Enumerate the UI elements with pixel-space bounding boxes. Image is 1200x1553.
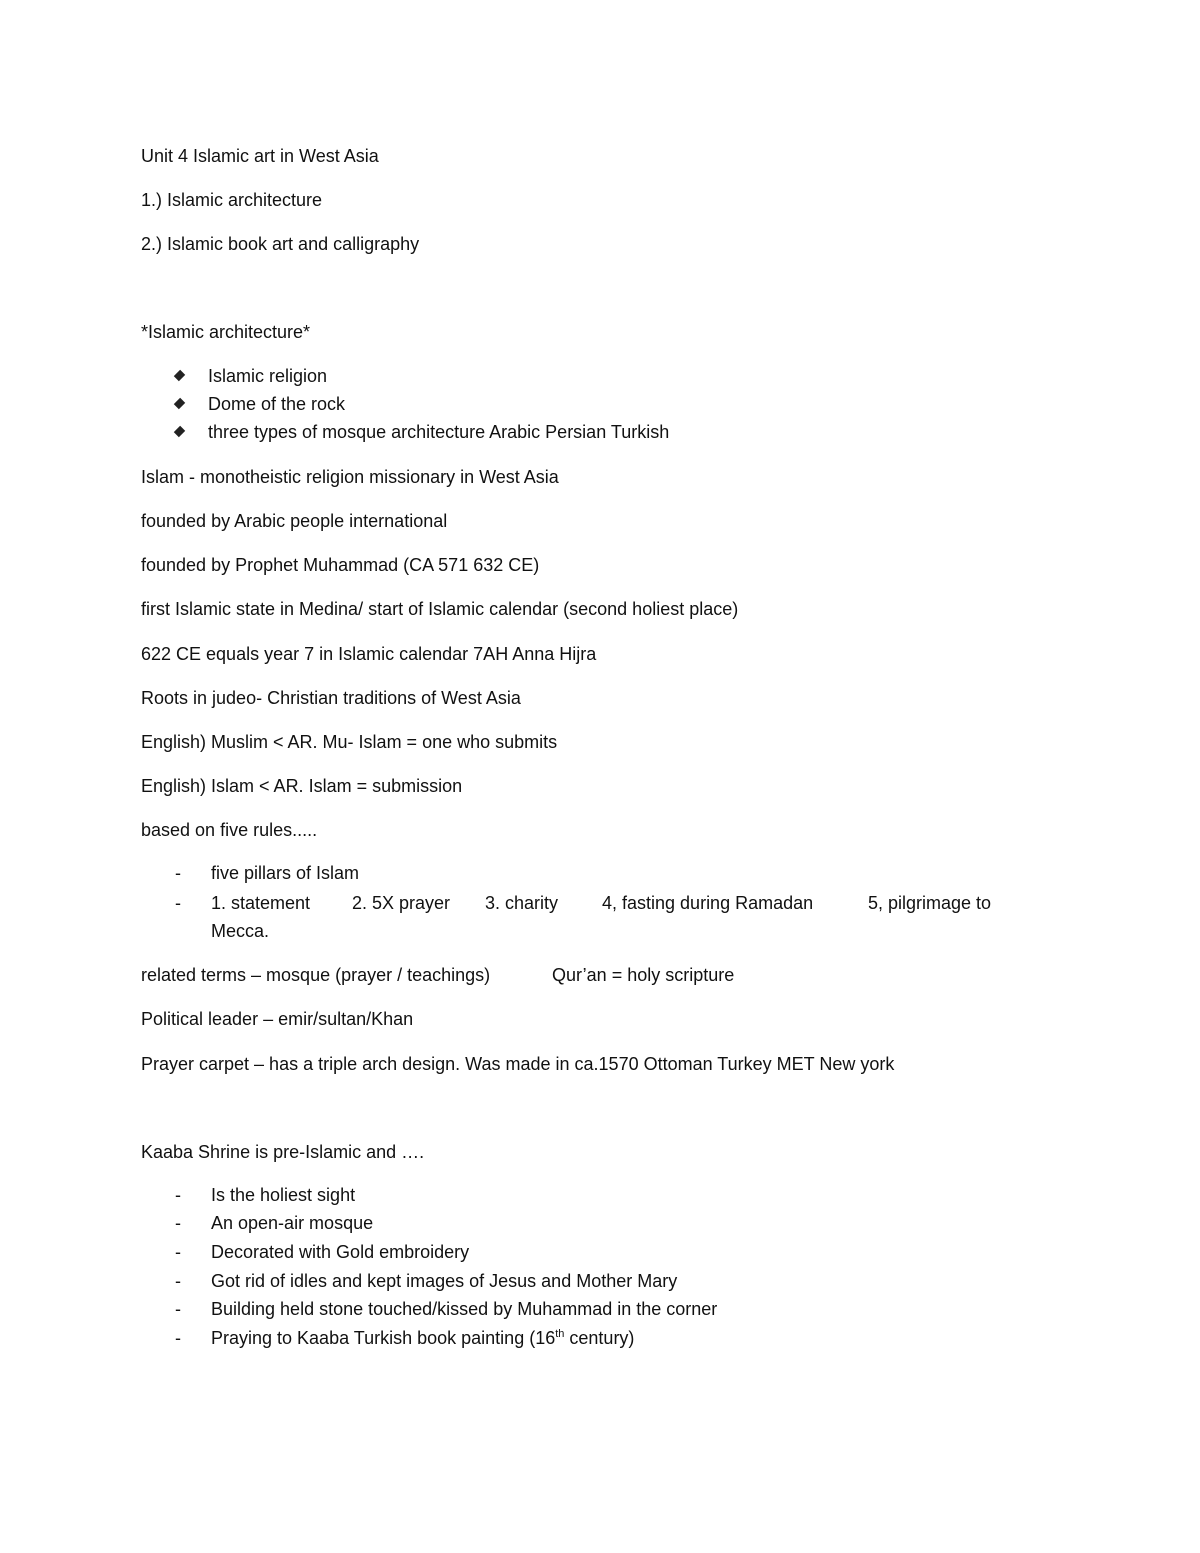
kaaba-heading: Kaaba Shrine is pre-Islamic and ….: [141, 1142, 425, 1162]
paragraph: first Islamic state in Medina/ start of Islamic calendar (second holiest place): [141, 599, 739, 619]
dash-list-item: - Decorated with Gold embroidery: [175, 1242, 470, 1262]
dash-bullet: -: [175, 1213, 181, 1233]
paragraph: English) Islam < AR. Islam = submission: [141, 776, 463, 796]
dash-list-item: - five pillars of Islam: [175, 863, 360, 883]
pillar-3: 3. charity: [485, 893, 559, 913]
dash-bullet: -: [175, 1299, 181, 1319]
paragraph: based on five rules.....: [141, 820, 318, 840]
pillar-5: 5, pilgrimage to: [868, 893, 992, 913]
pillar-1: 1. statement: [211, 893, 311, 913]
diamond-bullet-item: Dome of the rock: [175, 392, 345, 416]
dash-list-item: - Building held stone touched/kissed by Muhammad in the corner: [175, 1299, 718, 1319]
related-terms-line: [141, 963, 734, 987]
dash-bullet: -: [175, 1185, 181, 1205]
dash-list-item: - Praying to Kaaba Turkish book painting (16th century): [175, 1328, 635, 1348]
diamond-bullet-icon: [174, 426, 185, 437]
pillar-2: 2. 5X prayer: [352, 893, 451, 913]
dash-bullet: -: [175, 1242, 181, 1262]
related-terms: related terms – mosque (prayer / teachings): [141, 965, 491, 985]
paragraph: Prayer carpet – has a triple arch design. Was made in ca.1570 Ottoman Turkey MET New york: [141, 1054, 895, 1074]
toc-item-2: 2.) Islamic book art and calligraphy: [141, 234, 420, 254]
paragraph: Islam - monotheistic religion missionary in West Asia: [141, 467, 559, 487]
document-title: Unit 4 Islamic art in West Asia: [141, 146, 379, 166]
paragraph: 622 CE equals year 7 in Islamic calendar 7AH Anna Hijra: [141, 644, 597, 664]
pillars-continuation: Mecca.: [211, 921, 270, 941]
pillars-list-item: [175, 891, 991, 915]
paragraph: Roots in judeo- Christian traditions of West Asia: [141, 688, 521, 708]
dash-bullet: -: [175, 1271, 181, 1291]
diamond-bullet-item: three types of mosque architecture Arabic Persian Turkish: [175, 420, 669, 444]
paragraph: founded by Arabic people international: [141, 511, 448, 531]
dash-list-item: - Got rid of idles and kept images of Jesus and Mother Mary: [175, 1271, 678, 1291]
paragraph: founded by Prophet Muhammad (CA 571 632 CE): [141, 555, 540, 575]
dash-bullet: -: [175, 893, 181, 913]
section-heading: *Islamic architecture*: [141, 322, 311, 342]
paragraph: Political leader – emir/sultan/Khan: [141, 1009, 414, 1029]
diamond-bullet-item: Islamic religion: [175, 364, 327, 388]
dash-bullet: -: [175, 863, 181, 883]
dash-bullet: -: [175, 1328, 181, 1348]
dash-list-item: - Is the holiest sight: [175, 1185, 356, 1205]
paragraph: English) Muslim < AR. Mu- Islam = one who submits: [141, 732, 558, 752]
dash-list-item: - An open-air mosque: [175, 1213, 374, 1233]
diamond-bullet-icon: [174, 370, 185, 381]
diamond-bullet-icon: [174, 398, 185, 409]
quran-definition: Qur’an = holy scripture: [552, 965, 735, 985]
pillar-4: 4, fasting during Ramadan: [602, 893, 814, 913]
toc-item-1: 1.) Islamic architecture: [141, 190, 323, 210]
